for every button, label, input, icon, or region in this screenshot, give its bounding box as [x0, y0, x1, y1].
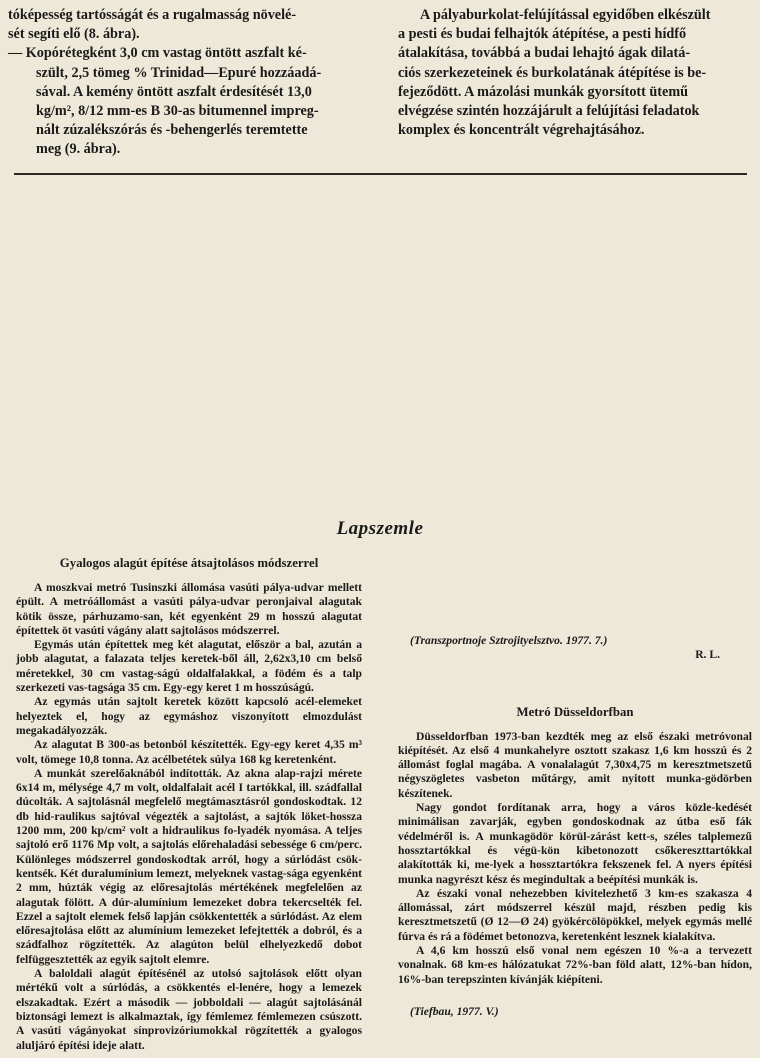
article-source: (Transzportnoje Sztrojityelsztvo. 1977. 7.) [410, 634, 608, 647]
text-line: meg (9. ábra). [36, 141, 121, 158]
paragraph: A 4,6 km hosszú első vonal nem egészen 10 %-a a tervezett vonalnak. 68 km-es hálózatukat 72%-ban föld alatt, 12%-ban hídon, 16%-ban terepszinten kívánják kiépíteni. [398, 944, 752, 986]
top-right-column [398, 6, 742, 140]
text-line: átalakítása, továbbá a budai lehajtó ágak dilatá- [398, 45, 691, 62]
paragraph: Düsseldorfban 1973-ban kezdték meg az első északi metróvonal kiépítését. Az első 4 munkahelyre osztott szakasz 1,6 km hosszú és 2 állomást foglal magába. A vonalalagút 7,30x4,75 m keresztmetszetű négyszögletes vasbeton műtárgy, amit nyitott munka-gödörben készítenek. [398, 729, 752, 800]
text-line: tóképesség tartósságát és a rugalmasság növelé- [8, 7, 297, 23]
text-line: kg/m², 8/12 mm-es B 30-as bitumennel impreg- [36, 103, 319, 120]
paragraph: A baloldali alagút építésénél az utolsó sajtolások előtt olyan mértékű volt a súrlódás, a csökkentés el-lenére, hogy a lemezek elszakadtak. Ezért a második — jobboldali — alagút sajtolásánál biztonsági lemezt is alkalmaztak, így fémlemez fémlemezen csúszott. A vasúti vágányokat sínprovizóriumokkal rögzítették a gyalogos aluljáró építési ideje alatt. [16, 967, 362, 1052]
text-line: — Kopórétegként 3,0 cm vastag öntött aszfalt ké- [8, 45, 307, 62]
paragraph: Nagy gondot fordítanak arra, hogy a város közle-kedését minimálisan zavarják, egyben gondoskodnak az útba eső fák védelméről is. A munkagödör körül-zárást kett-s, széles talplemezű hossztartókkal és végü-kön kibetonozott csőkereszttartókkal alakították ki, me-lyek a hossztartókra fekszenek fel. A nyers építési munka nagyrészt kész és megindultak a beépítési munkák is. [398, 801, 752, 886]
text-line: nált zúzalékszórás és -behengerlés teremtette [36, 122, 308, 139]
article-source: (Tiefbau, 1977. V.) [410, 1004, 499, 1018]
text-line: sával. A kemény öntött aszfalt érdesítését 13,0 [36, 83, 312, 100]
article-title: Gyalogos alagút építése átsajtolásos módszerrel [59, 556, 319, 570]
tunnel-continuation-space [398, 554, 752, 624]
text-line: sét segíti elő (8. ábra). [8, 26, 140, 43]
paragraph: Egymás után építettek meg két alagutat, először a bal, azután a jobb alagutat, a falazata teljes keretek-ből áll, 2,62x3,10 cm belső méretekkel, 30 cm vastag-ságú oldalfalakkal, a födém és a talp szerkezeti vas-tagsága 35 cm. Egy-egy keret 1 m hosszúságú. [16, 638, 362, 695]
paragraph: Az egymás után sajtolt keretek között kapcsoló acél-elemeket helyeztek el, hogy az egymáshoz viszonyított elmozdulást megakadályozzák. [16, 695, 362, 737]
right-bottom-column [398, 554, 752, 1019]
dash-item [8, 44, 360, 159]
text-line: a pesti és budai felhajtók átépítése, a pesti hídfő [398, 26, 687, 43]
section-title: Lapszemle [336, 518, 424, 539]
article-signature: R. L. [695, 648, 720, 662]
paragraph: A munkát szerelőaknából indították. Az akna alap-rajzi mérete 6x14 m, mélysége 4,7 m volt, oldalfalait acél I tartókkal, ill. szádfallal dúcolták. A sajtolásnál megfelelő megtámasztásról gondoskodtak. 12 db hid-raulikus sajtóval végezték a sajtolást, a sajtók löket-hossza 1200 mm, 200 kp/cm² volt a hidraulikus fo-lyadék nyomása. A teljes sajtoló erő 1176 Mp volt, a sajtolás előrehaladási sebessége 6 cm/perc. Különleges módszerrel gondoskodtak arról, hogy a súrlódást csök-kentsék. Két duralumínium lemezt, melyeknek vastag-sága egyenként 2 mm, húzták végig az előresajtolás mértékének megfelelően az alagutak fölött. A dúr-alumínium lemezeket dobra tekercselték fel. Ezzel a sajtolt elemek felső lapján csökkentették a súrlódást. Az elem előresajtolása előtt az alumínium lemezeket lefejtették a dobról, és a szádfalhoz rögzítették. Az alagúton belül elhelyezkedő dobot felfüggesztették az egyik sajtolt elemre. [16, 766, 362, 966]
text-line: elvégzése szintén hozzájárult a felújítási feladatok [398, 103, 700, 120]
text-line: szült, 2,5 tömeg % Trinidad—Epuré hozzáadá- [36, 64, 322, 81]
section-divider [14, 173, 747, 175]
text-line: komplex és koncentrált végrehajtásához. [398, 122, 645, 139]
text-line: A pályaburkolat-felújítással egyidőben elkészült [420, 7, 711, 23]
paragraph: Az északi vonal nehezebben kivitelezhető 3 km-es szakasza 4 állomással, zárt módszerrel készül majd, részben pedig kis keresztmetszetű (Ø 12—Ø 24) gyökércölöpökkel, melyek egymás mellé fúrva és rá a födémet betonozva, keretenként lesznek kialakítva. [398, 886, 752, 943]
article-title: Metró Düsseldorfban [516, 704, 634, 719]
article-tunnel-column [16, 556, 362, 1053]
top-left-column [8, 6, 360, 160]
paragraph: Az alagutat B 300-as betonból készítették. Egy-egy keret 4,35 m³ volt, tömege 10,8 tonna. Az acélbetétek súlya 168 kg keretenként. [16, 738, 362, 766]
paragraph: A moszkvai metró Tusinszki állomása vasúti pálya-udvar mellett épült. A metróállomást a vasúti pálya-udvar peronjaival alagutak kötik össze, párhuzamo-san, két egyenként 29 m hosszú alagutat építettek öt vasúti vágány alatt sajtolásos módszerrel. [16, 581, 362, 637]
text-line: ciós szerkezeteinek és burkolatának átépítése is be- [398, 64, 707, 81]
text-line: fejeződött. A mázolási munkák gyorsított ütemű [398, 83, 689, 100]
